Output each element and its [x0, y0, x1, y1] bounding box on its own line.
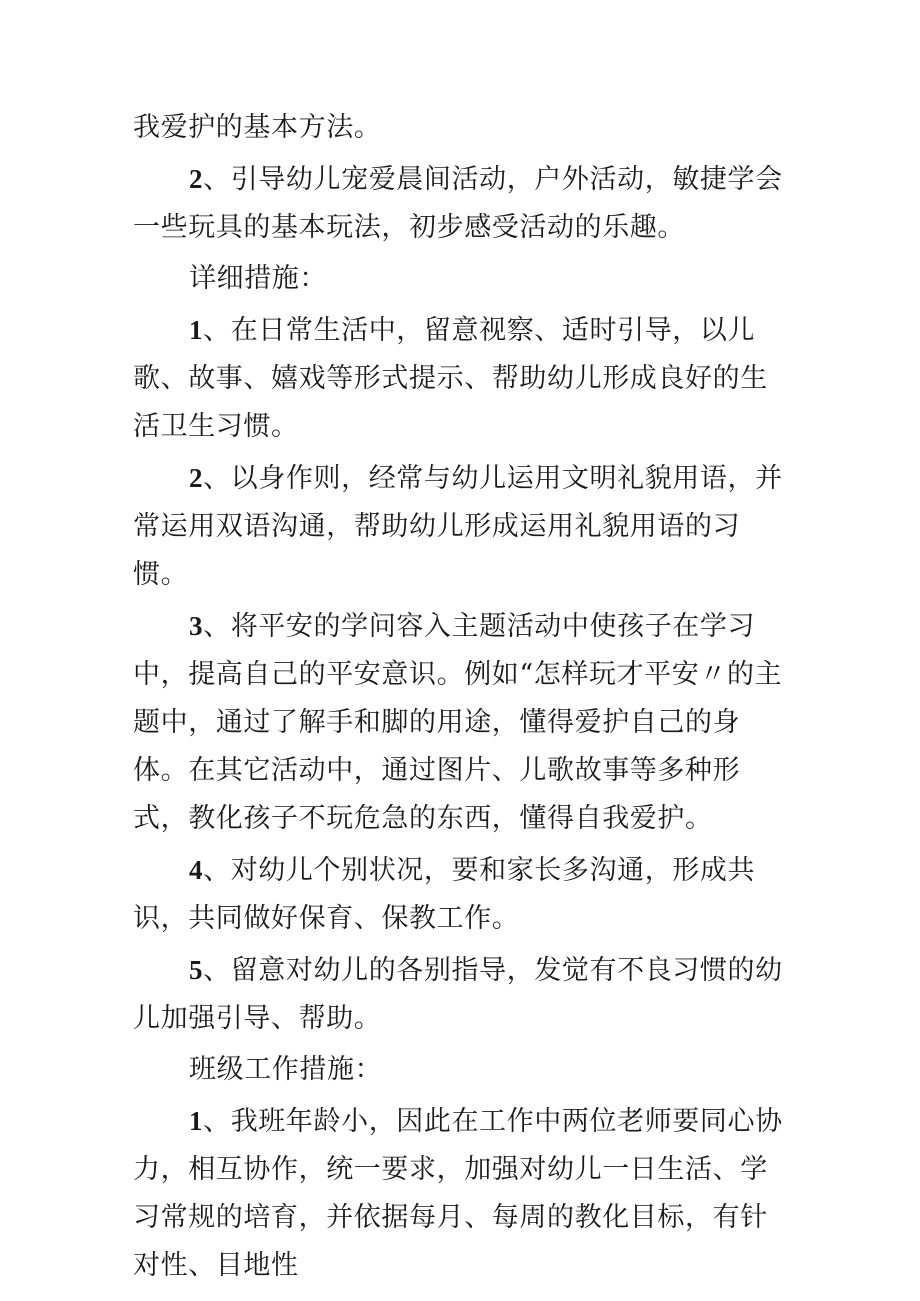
item-number: 3 — [189, 611, 204, 641]
paragraph — [133, 155, 793, 252]
paragraph-text: 、以身作则，经常与幼儿运用文明礼貌用语，并常运用双语沟通，帮助幼儿形成运用礼貌用语的习惯。 — [133, 463, 783, 590]
item-number: 2 — [189, 463, 204, 493]
paragraph-text: 我爱护的基本方法。 — [133, 112, 382, 143]
paragraph — [133, 306, 793, 451]
item-number: 4 — [189, 855, 204, 885]
item-number: 5 — [189, 955, 204, 985]
section-heading — [133, 255, 793, 303]
paragraph — [133, 454, 793, 599]
paragraph — [133, 1097, 793, 1290]
paragraph-text: 、留意对幼儿的各别指导，发觉有不良习惯的幼儿加强引导、帮助。 — [133, 955, 783, 1034]
paragraph-text: 、我班年龄小，因此在工作中两位老师要同心协力，相互协作，统一要求，加强对幼儿一日生活、学习常规的培育，并依据每月、每周的教化目标，有针对性、目地性 — [133, 1106, 783, 1281]
paragraph-text: 、对幼儿个别状况，要和家长多沟通，形成共识，共同做好保育、保教工作。 — [133, 855, 756, 934]
paragraph-text: 班级工作措施： — [189, 1054, 383, 1085]
paragraph — [133, 602, 793, 843]
paragraph-text: 、引导幼儿宠爱晨间活动，户外活动，敏捷学会一些玩具的基本玩法，初步感受活动的乐趣。 — [133, 164, 783, 243]
item-number: 2 — [189, 164, 204, 194]
paragraph — [133, 846, 793, 943]
paragraph-text: 详细措施： — [189, 263, 327, 294]
paragraph — [133, 946, 793, 1043]
document-body — [133, 104, 793, 1293]
item-number: 1 — [189, 1106, 204, 1136]
item-number: 1 — [189, 315, 204, 345]
section-heading — [133, 1046, 793, 1094]
paragraph-text: 、将平安的学问容入主题活动中使孩子在学习中，提高自己的平安意识。例如“怎样玩才平安〃的主题中，通过了解手和脚的用途，懂得爱护自己的身体。在其它活动中，通过图片、儿歌故事等多种形式，教化孩子不玩危急的东西，懂得自我爱护。 — [133, 611, 783, 834]
paragraph — [133, 104, 793, 152]
paragraph-text: 、在日常生活中，留意视察、适时引导，以儿歌、故事、嬉戏等形式提示、帮助幼儿形成良好的生活卫生习惯。 — [133, 315, 768, 442]
